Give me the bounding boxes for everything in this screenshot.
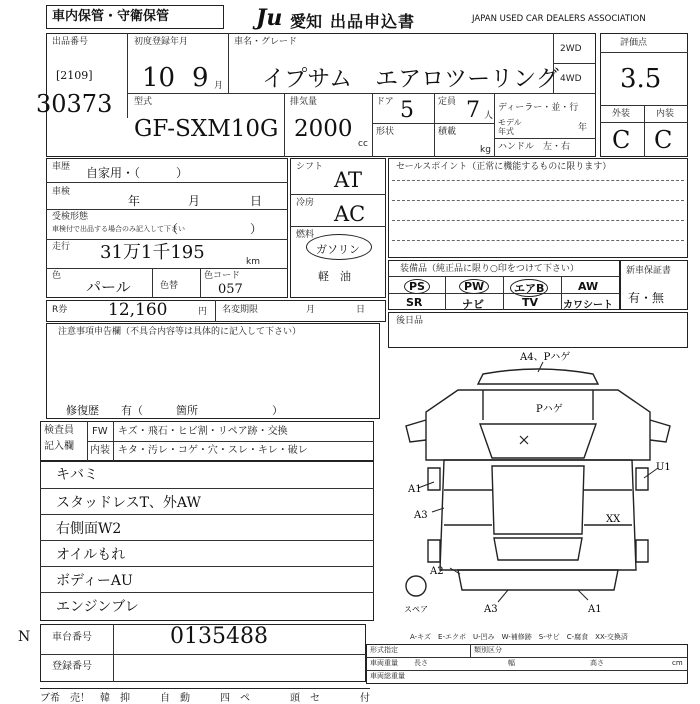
ju-logo: Ju	[256, 5, 283, 31]
diag-a3-bottom: A3	[484, 604, 498, 615]
usage-label: 車歴	[52, 162, 71, 172]
bottom-bar: ブ希 売！ 韓 抑 自 動 四 ペ 頭 セ 付	[40, 688, 370, 704]
equip-ps: PS	[404, 279, 430, 294]
color-change-label: 色替	[160, 281, 179, 291]
warranty-label: 新車保証書	[626, 266, 672, 276]
fw-label: FW	[92, 426, 108, 437]
transfer-note: 車検付で出品する場合のみ記入して下さい	[52, 225, 185, 233]
handle-label: ハンドル 左・右	[498, 142, 571, 152]
diag-a2: A2	[430, 566, 444, 577]
ac-value: AC	[334, 202, 366, 226]
after-block	[388, 312, 688, 348]
association-name: JAPAN USED CAR DEALERS ASSOCIATION	[472, 14, 646, 24]
repair-history-close: ）	[272, 404, 283, 417]
grade-value: 3.5	[620, 64, 662, 94]
diag-xx: XX	[606, 514, 621, 525]
capacity-label: 定員	[438, 97, 457, 107]
dealer-line: ディーラー・並・行	[498, 103, 579, 113]
capacity-unit: 人	[484, 111, 494, 121]
inspection-year: 年	[128, 194, 141, 208]
plate-label: 登録番号	[52, 661, 92, 672]
spec-row2-a: 車両重量	[370, 659, 398, 667]
repair-history: 修復歴 有（ 箇所	[66, 404, 198, 417]
model-label: 型式	[134, 97, 153, 107]
interior-label: 内装	[656, 109, 675, 119]
model-year-unit: 年	[578, 123, 588, 133]
fw-items: キズ・飛石・ヒビ割・リペア跡・交換	[118, 426, 288, 437]
interior-value: C	[654, 126, 673, 154]
spec-row1-a: 形式指定	[370, 646, 398, 654]
name-change-month: 月	[306, 305, 316, 315]
spec-row3: 車両総重量	[370, 672, 405, 680]
diag-a1-bottom: A1	[588, 604, 602, 615]
mileage-unit: km	[246, 257, 260, 267]
model-value: GF-SXM10G	[134, 116, 279, 142]
diag-u1: U1	[656, 462, 671, 473]
displacement-label: 排気量	[290, 97, 318, 107]
equip-navi: ナビ	[462, 298, 484, 311]
mileage-value: 31万1千195	[100, 242, 205, 263]
inspection-day: 日	[250, 194, 263, 208]
storage-tab-label: 車内保管・守衛保管	[52, 9, 170, 24]
transfer-label: 受検形態	[52, 212, 89, 222]
exterior-label: 外装	[612, 109, 631, 119]
model-year-label-b: 年式	[498, 127, 514, 136]
remark-2: スタッドレスT、外AW	[56, 495, 201, 511]
shift-value: AT	[334, 168, 363, 192]
chassis-label: 車台番号	[52, 632, 92, 643]
interior-items: キタ・汚レ・コゲ・穴・スレ・キレ・破レ	[118, 445, 308, 456]
usage-value: 自家用・（ ）	[86, 166, 189, 180]
lot-label: 出品番号	[52, 37, 89, 47]
drive-4wd: 4WD	[560, 74, 582, 84]
ac-label: 冷房	[296, 198, 315, 208]
transfer-paren: （ ）	[166, 222, 263, 236]
car-name-label: 車名・グレード	[234, 37, 298, 47]
registration-month-unit: 月	[214, 81, 224, 91]
registration-month: 9	[192, 63, 209, 93]
equip-aw: AW	[578, 280, 599, 293]
spec-row1-b: 類別区分	[474, 646, 502, 654]
name-change-day: 日	[356, 305, 366, 315]
recycle-unit: 円	[198, 307, 208, 317]
equip-pw: PW	[459, 279, 489, 294]
fuel-gas: ガソリン	[316, 243, 360, 256]
capacity-value: 7	[466, 98, 480, 123]
margin-letter: N	[18, 629, 31, 645]
lot-number: 30373	[36, 90, 113, 118]
equip-sr: SR	[406, 296, 423, 309]
remark-3: 右側面W2	[56, 521, 122, 537]
doors-label: ドア	[376, 97, 394, 107]
after-label: 後日品	[396, 316, 424, 326]
diag-spare: スペア	[404, 605, 428, 614]
notes-label: 注意事項申告欄（不具合内容等は具体的に記入して下さい）	[58, 327, 302, 337]
spec-row2-c: 幅	[508, 659, 515, 667]
inspection-label: 車検	[52, 187, 71, 197]
diag-top-note: A4、Pハゲ	[520, 352, 571, 363]
diag-a3-left: A3	[414, 510, 428, 521]
fuel-diesel: 軽 油	[318, 270, 351, 283]
load-label: 積載	[438, 127, 457, 137]
model-year-label-a: モデル	[498, 118, 522, 127]
inspection-month: 月	[188, 194, 201, 208]
load-unit: kg	[480, 145, 491, 155]
remarks-block	[40, 461, 374, 621]
doors-value: 5	[400, 98, 414, 123]
mileage-label: 走行	[52, 242, 71, 252]
remark-5: ボディーAU	[56, 573, 133, 589]
equip-leather: カワシート	[563, 300, 613, 311]
name-change-label: 名変期限	[222, 305, 259, 315]
warranty-value: 有・無	[628, 291, 665, 305]
registration-year: 10	[142, 63, 176, 93]
recycle-block	[46, 300, 386, 322]
inspector-label-1: 検査員	[44, 425, 74, 436]
spec-row2-unit: cm	[672, 659, 683, 667]
diag-a1-left: A1	[408, 484, 422, 495]
remark-4: オイルもれ	[56, 547, 126, 563]
form-title: 出品申込書	[330, 12, 416, 31]
chassis-value: 01354​88	[170, 624, 268, 649]
shape-label: 形状	[376, 127, 395, 137]
remark-1: キバミ	[56, 467, 98, 483]
spec-row2-b: 長さ	[414, 659, 428, 667]
damage-legend: A-キズ E-エクボ U-凹み W-補修跡 S-サビ C-腐食 XX-交換済	[410, 633, 628, 641]
sales-point-label: セールスポイント（正常に機能するものに限ります）	[396, 162, 612, 172]
registration-label: 初度登録年月	[134, 37, 189, 47]
displacement-unit: cc	[358, 139, 368, 149]
car-damage-diagram	[388, 350, 688, 620]
color-label: 色	[52, 271, 62, 281]
shift-label: シフト	[296, 162, 324, 172]
car-name-value: イプサム エアロツーリング	[262, 66, 559, 92]
grade-label: 評価点	[620, 38, 648, 48]
color-value: パール	[86, 278, 131, 296]
remark-6: エンジンブレ	[56, 599, 139, 615]
spec-row2-d: 高さ	[590, 659, 604, 667]
drive-2wd: 2WD	[560, 44, 582, 54]
interior-inspect-label: 内装	[90, 445, 110, 456]
diag-roof-note: Pハゲ	[536, 404, 563, 415]
displacement-value: 2000	[294, 116, 353, 142]
equip-airbag: エアB	[510, 279, 548, 297]
recycle-value: 12,160	[108, 300, 168, 320]
equip-tv: TV	[522, 296, 539, 309]
lot-code: [2109]	[56, 69, 93, 82]
equipment-label: 装備品（純正品に限り○印をつけて下さい）	[400, 264, 579, 274]
fuel-label: 燃料	[296, 230, 315, 240]
color-code-label: 色コード	[204, 271, 241, 281]
sales-point-block	[388, 158, 688, 258]
exterior-value: C	[612, 126, 631, 154]
org-title: 愛知	[290, 12, 323, 31]
inspector-label-2: 記入欄	[44, 441, 74, 452]
recycle-label: R券	[52, 305, 68, 315]
color-code-value: 057	[218, 282, 243, 297]
